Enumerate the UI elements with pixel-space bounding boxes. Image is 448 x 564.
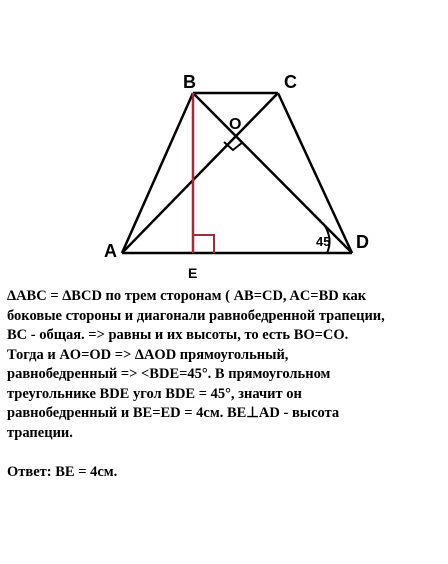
diagonal-ac [122,93,278,253]
solution-line: Тогда и AO=OD => ΔAOD прямоугольный, [7,346,289,363]
angle-label-45: 45 [316,234,331,249]
right-angle-mark-e [193,235,214,253]
point-label-o: O [229,116,242,133]
solution-line: ΔABC = ΔBCD по трем сторонам ( AB=CD, AC=BD как [7,288,367,304]
solution-line: боковые стороны и диагонали равнобедренной трапеции, [7,307,385,324]
trapezoid-diagram [0,0,448,280]
point-label-d: D [356,232,369,252]
solution-text [7,287,443,482]
point-label-a: A [104,241,117,261]
diagonal-bd [193,93,352,253]
side-ab [122,93,193,253]
solution-line: равнобедренный => <BDE=45°. В прямоугольном [7,366,331,382]
solution-line: трапеции. [7,424,73,441]
side-cd [278,93,352,253]
point-label-e: E [188,265,198,280]
solution-line: треугольнике BDE угол BDE = 45°, значит он [7,385,302,402]
solution-line: BC - общая. => равны и их высоты, то есть BO=CO. [7,327,349,343]
point-label-c: C [284,72,297,92]
point-label-b: B [183,72,196,92]
answer-line: Ответ: BE = 4см. [7,463,118,480]
solution-line: равнобедренный и BE=ED = 4см. BE⊥AD - высота [7,405,340,421]
